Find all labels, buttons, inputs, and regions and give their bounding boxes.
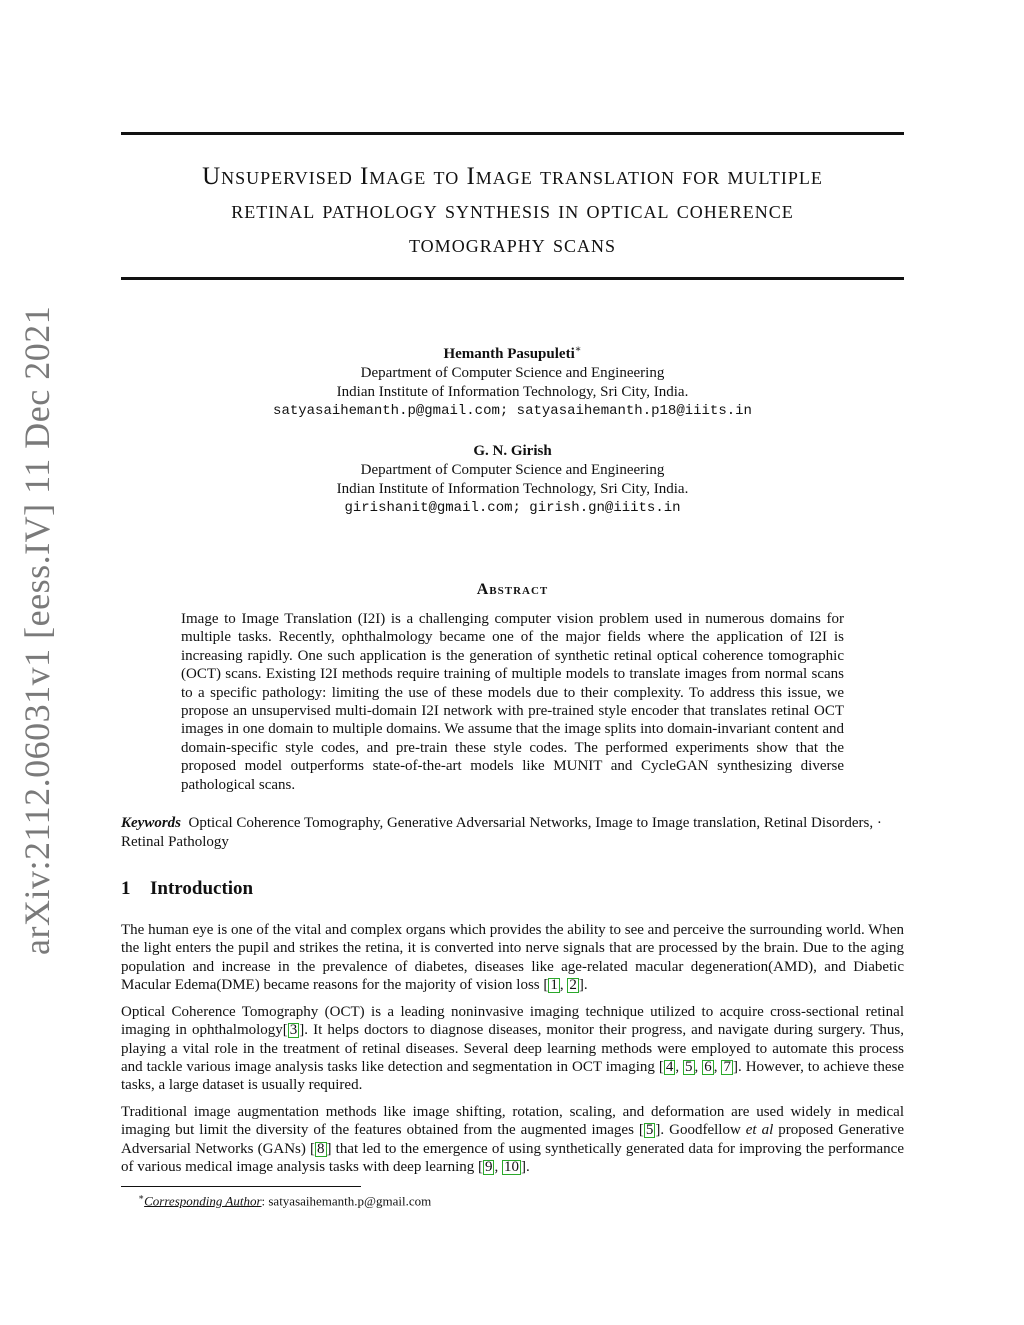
citation-link[interactable]: 2 xyxy=(569,976,577,993)
author-name: Hemanth Pasupuleti xyxy=(443,346,575,362)
keywords xyxy=(121,814,904,851)
paragraph-text: ]. However, to achieve these tasks, a large dataset is usually required. xyxy=(121,1058,905,1094)
section-number: 1 xyxy=(121,878,131,899)
citation-link[interactable]: 5 xyxy=(685,1058,693,1075)
title-line-3: tomography scans xyxy=(409,231,616,258)
citation-link[interactable]: 3 xyxy=(289,1022,298,1039)
author-institute: Indian Institute of Information Technology, Sri City, India. xyxy=(336,384,689,400)
paragraph xyxy=(121,1003,904,1094)
arxiv-identifier: arXiv:2112.06031v1 [eess.IV] 11 Dec 2021 xyxy=(17,305,57,955)
paper-title xyxy=(121,160,904,262)
author-department: Department of Computer Science and Engineering xyxy=(360,462,665,478)
paragraph-text: ]. Goodfellow xyxy=(655,1122,746,1139)
author-department: Department of Computer Science and Engineering xyxy=(360,365,665,381)
footnote-rule xyxy=(121,1186,361,1187)
title-bottom-rule xyxy=(121,277,904,280)
footnote-mark: ∗ xyxy=(138,1192,145,1202)
citation-link[interactable]: 7 xyxy=(723,1058,731,1075)
title-top-rule xyxy=(121,132,904,135)
citation-separator: , xyxy=(559,976,568,993)
paragraph-text: Traditional image augmentation methods like image shifting, rotation, scaling, and deformation are used widely in medical imaging but limit the diversity of the features obtained from the augmented images [ xyxy=(121,1104,904,1139)
paragraph-text: The human eye is one of the vital and complex organs which provides the ability to see and perceive the surrounding world. When the light enters the pupil and strikes the retina, it is converted into nerve signals that are processed by the brain. Due to the aging population and increase in the prevalence of diabetes, diseases like age-related macular degeneration(AMD), and Diabetic Macular Edema(DME) became reasons for the majority of vision loss [ xyxy=(121,922,904,993)
abstract-text: Image to Image Translation (I2I) is a challenging computer vision problem used in numerous domains for multiple tasks. Recently, ophthalmology became one of the major fields where the application of I2I is increasing rapidly. One such application is the generation of synthetic retinal optical coherence tomographic (OCT) scans. Existing I2I methods require training of multiple models to translate images from normal scans to a specific pathology: limiting the use of these models due to their complexity. To address this issue, we propose an unsupervised multi-domain I2I network with pre-trained style encoder that translates retinal OCT images in one domain to multiple domains. We assume that the image splits into domain-invariant content and domain-specific style codes, and pre-train these style codes. The performed experiments show that the proposed model outperforms state-of-the-art models like MUNIT and CycleGAN synthesizing diverse pathological scans. xyxy=(181,611,844,793)
author-name: G. N. Girish xyxy=(473,443,552,459)
citation-separator: , xyxy=(675,1058,684,1075)
section-heading xyxy=(121,878,253,900)
paragraph-text: Optical Coherence Tomography (OCT) is a leading noninvasive imaging technique utilized to acquire cross-sectional retinal imaging in ophthalmology[ xyxy=(121,1004,904,1039)
citation-separator: , xyxy=(494,1158,502,1175)
paragraph xyxy=(121,921,904,994)
paragraph xyxy=(121,1103,904,1176)
author-institute: Indian Institute of Information Technology, Sri City, India. xyxy=(336,481,689,497)
paragraph-text: proposed Generative Adversarial Networks (GANs) [ xyxy=(121,1122,904,1157)
author-block xyxy=(121,442,904,518)
title-line-1: Unsupervised Image to Image translation for multiple xyxy=(202,163,823,190)
citation-link[interactable]: 10 xyxy=(503,1158,519,1175)
citation-link[interactable]: 9 xyxy=(484,1158,493,1175)
abstract-heading: Abstract xyxy=(476,581,549,598)
paragraph-text: ] that led to the emergence of using synthetically generated data for improving the performance of various medical image analysis tasks with deep learning [ xyxy=(121,1140,904,1175)
footnote-label: Corresponding Author xyxy=(144,1193,262,1209)
citation-link[interactable]: 8 xyxy=(317,1140,325,1157)
citation-separator: , xyxy=(713,1058,722,1075)
paragraph-text: ]. xyxy=(520,1158,530,1175)
footnote-text: : satyasaihemanth.p@gmail.com xyxy=(261,1193,432,1209)
citation-separator: , xyxy=(694,1058,703,1075)
footnote-mark: ∗ xyxy=(574,344,582,355)
citation-link[interactable]: 6 xyxy=(704,1058,712,1075)
section-title: Introduction xyxy=(150,878,254,899)
title-line-2: retinal pathology synthesis in optical coherence xyxy=(231,197,794,224)
paragraph-text: ]. xyxy=(578,976,588,993)
author-email[interactable]: satyasaihemanth.p@gmail.com; satyasaihemanth.p18@iiits.in xyxy=(273,403,752,419)
keywords-text: Optical Coherence Tomography, Generative Adversarial Networks, Image to Image translation, Retinal Disorders, · Retinal Pathology xyxy=(121,815,882,850)
footnote xyxy=(138,1192,431,1209)
citation-link[interactable]: 5 xyxy=(645,1122,654,1139)
citation-link[interactable]: 4 xyxy=(665,1058,674,1075)
keywords-label: Keywords xyxy=(121,815,181,831)
citation-link[interactable]: 1 xyxy=(550,976,558,993)
et-al-text: et al xyxy=(745,1122,774,1139)
author-block xyxy=(121,340,904,421)
author-email[interactable]: girishanit@gmail.com; girish.gn@iiits.in xyxy=(344,500,681,516)
paragraph-text: ]. It helps doctors to diagnose diseases, monitor their progress, and navigate during surgery. Thus, playing a vital role in the treatment of retinal diseases. Several deep learning methods were employed to automate this process and tackle various image analysis tasks like detection and segmentation in OCT imaging [ xyxy=(121,1022,905,1075)
